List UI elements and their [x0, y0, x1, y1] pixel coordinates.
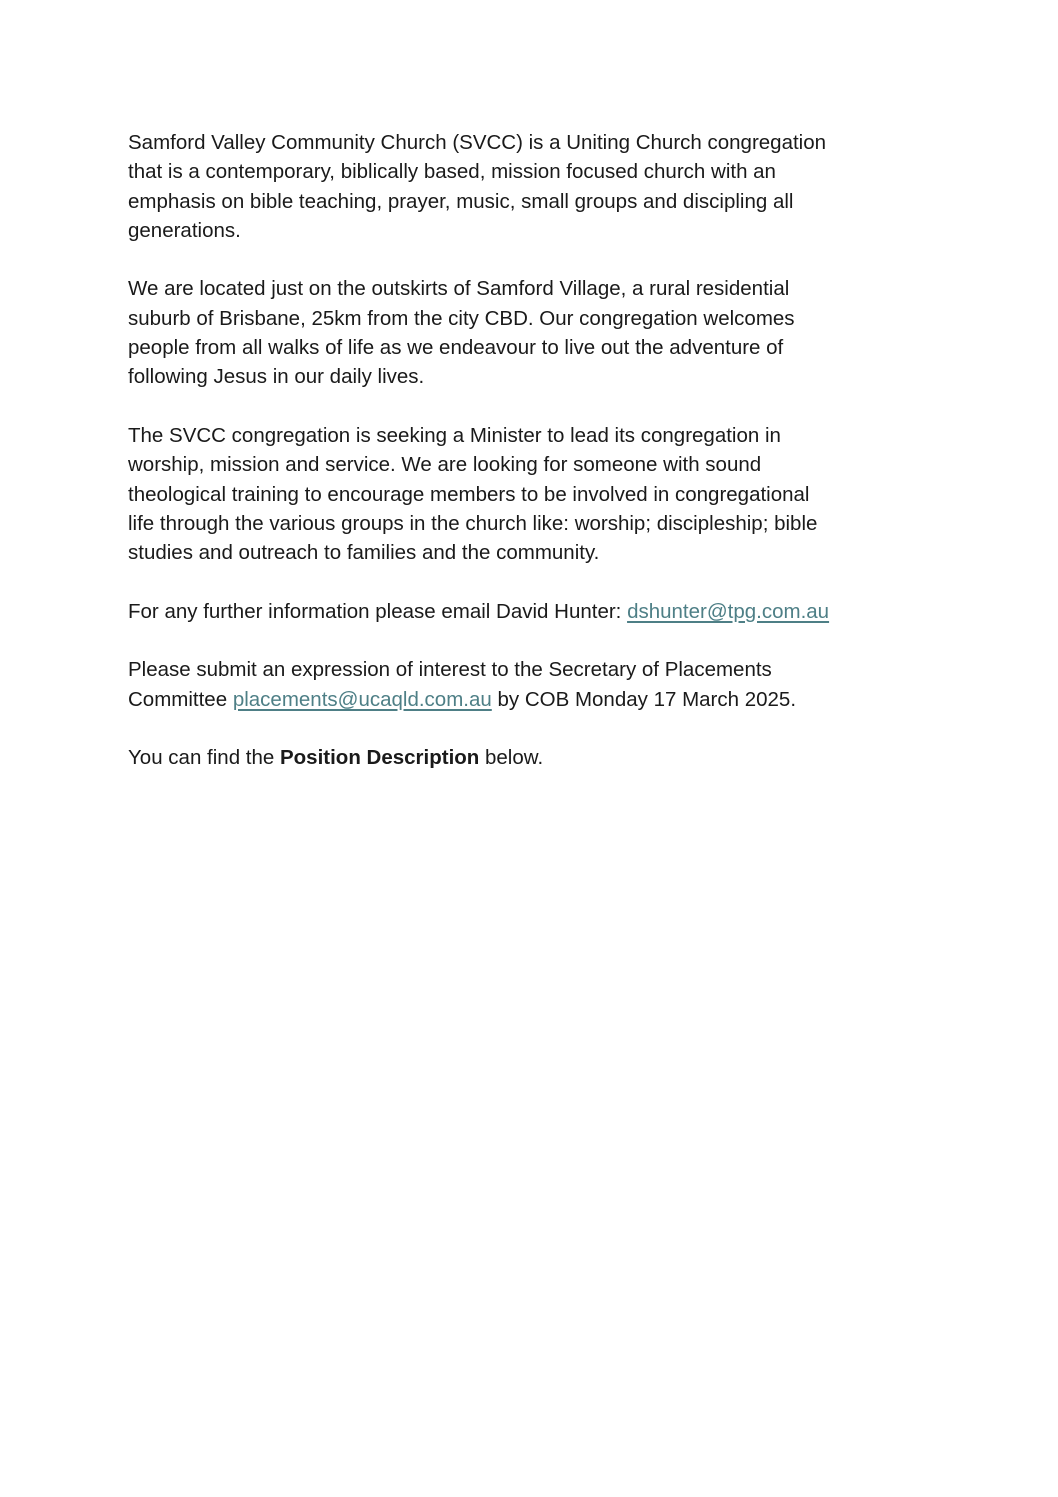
intro-line: generations.	[128, 218, 241, 242]
submit-line	[128, 685, 938, 714]
submit-deadline-text: by COB Monday 17 March 2025.	[491, 687, 797, 711]
seeking-paragraph	[128, 421, 938, 567]
seeking-line: theological training to encourage members to be involved in congregational	[128, 482, 810, 506]
seeking-line: The SVCC congregation is seeking a Minister to lead its congregation in	[128, 423, 781, 447]
submit-line: Please submit an expression of interest to the Secretary of Placements	[128, 658, 772, 682]
contact-email-link[interactable]: dshunter@tpg.com.au	[627, 599, 830, 623]
location-line: We are located just on the outskirts of Samford Village, a rural residential	[128, 277, 790, 301]
position-text: You can find the	[128, 746, 280, 770]
seeking-line: worship, mission and service. We are looking for someone with sound	[128, 453, 762, 477]
location-paragraph	[128, 274, 938, 391]
position-suffix-text: below.	[479, 746, 544, 770]
contact-paragraph	[128, 597, 938, 626]
intro-line: that is a contemporary, biblically based, mission focused church with an	[128, 160, 776, 184]
document-body	[128, 128, 938, 802]
seeking-line: life through the various groups in the church like: worship; discipleship; bible	[128, 511, 818, 535]
position-paragraph	[128, 743, 938, 772]
contact-line	[128, 597, 938, 626]
location-line: following Jesus in our daily lives.	[128, 365, 425, 389]
submit-paragraph	[128, 655, 938, 714]
position-line	[128, 743, 938, 772]
submit-text: Committee	[128, 687, 233, 711]
placements-email-link[interactable]: placements@ucaqld.com.au	[232, 687, 492, 711]
location-line: suburb of Brisbane, 25km from the city CBD. Our congregation welcomes	[128, 306, 795, 330]
position-description-label: Position Description	[279, 746, 480, 770]
intro-line: emphasis on bible teaching, prayer, music, small groups and discipling all	[128, 189, 794, 213]
seeking-line: studies and outreach to families and the community.	[128, 541, 600, 565]
intro-paragraph	[128, 128, 938, 245]
contact-text: For any further information please email David Hunter:	[128, 599, 628, 623]
intro-line: Samford Valley Community Church (SVCC) is a Uniting Church congregation	[128, 131, 827, 154]
location-line: people from all walks of life as we endeavour to live out the adventure of	[128, 336, 784, 360]
